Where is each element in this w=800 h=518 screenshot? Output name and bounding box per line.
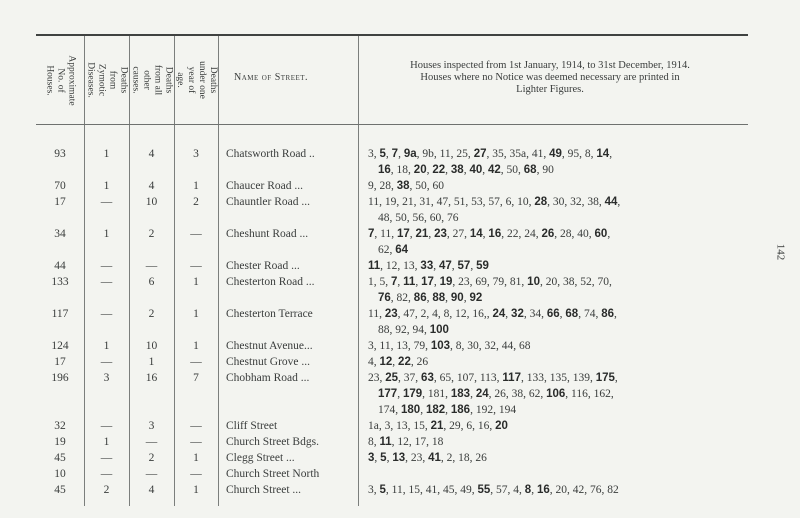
other-deaths: 1	[148, 356, 155, 368]
houses-inspected	[368, 450, 738, 466]
zymotic-deaths: 2	[103, 484, 110, 496]
other-deaths: 2	[148, 452, 155, 464]
houses-line: 3, 11, 13, 79, 103, 8, 30, 32, 44, 68	[368, 340, 531, 352]
houses-line: 9, 28, 38, 50, 60	[368, 180, 445, 192]
header-under-one: Deaths under one year of age.	[175, 61, 218, 99]
street-name: Chaucer Road ...	[226, 180, 303, 192]
other-deaths: 4	[148, 484, 155, 496]
infant-deaths: 1	[193, 484, 199, 496]
street-name: Chesterton Terrace	[226, 308, 313, 320]
houses-line: 3, 5, 11, 15, 41, 45, 49, 55, 57, 4, 8, 16, 20, 42, 76, 82	[368, 484, 619, 496]
houses-inspected	[368, 306, 738, 338]
zymotic-deaths: 3	[103, 372, 110, 384]
other-deaths: 10	[145, 340, 158, 352]
infant-deaths: —	[190, 356, 202, 368]
page-number: 142	[774, 243, 787, 261]
street-name: Church Street ...	[226, 484, 302, 496]
other-deaths: —	[145, 260, 158, 272]
header-houses-no: Approximate No. of Houses.	[44, 54, 77, 106]
other-deaths: 2	[148, 308, 155, 320]
houses-inspected	[368, 418, 738, 434]
houses-inspected	[368, 370, 738, 418]
infant-deaths: 1	[193, 180, 199, 192]
column-divider	[218, 36, 219, 506]
zymotic-deaths: 1	[103, 180, 110, 192]
houses-line: 88, 92, 94, 100	[378, 324, 449, 336]
zymotic-deaths: 1	[103, 148, 110, 160]
zymotic-deaths: —	[100, 260, 113, 272]
houses-count: 19	[54, 436, 66, 448]
header-houses-inspected: Houses inspected from 1st January, 1914, to 31st December, 1914. Houses where no Notice was deemed necessary are printed in Lighter Figures.	[410, 60, 690, 95]
street-name: Chobham Road ...	[226, 372, 310, 384]
houses-line: 174, 180, 182, 186, 192, 194	[378, 404, 517, 416]
houses-inspected	[368, 434, 738, 450]
zymotic-deaths: 1	[103, 228, 110, 240]
street-name: Chauntler Road ...	[226, 196, 310, 208]
header-other-causes: Deaths from all other causes.	[130, 64, 174, 96]
houses-line: 11, 23, 47, 2, 4, 8, 12, 16,, 24, 32, 34, 66, 68, 74, 86,	[368, 308, 617, 320]
houses-line: 7, 11, 17, 21, 23, 27, 14, 16, 22, 24, 26, 28, 40, 60,	[368, 228, 611, 240]
houses-inspected	[368, 338, 738, 354]
zymotic-deaths: —	[100, 420, 113, 432]
street-name: Cliff Street	[226, 420, 278, 432]
houses-count: 45	[54, 484, 66, 496]
other-deaths: —	[145, 468, 158, 480]
infant-deaths: —	[190, 468, 202, 480]
zymotic-deaths: —	[100, 276, 113, 288]
street-name: Chester Road ...	[226, 260, 300, 272]
infant-deaths: 1	[193, 452, 199, 464]
houses-line: 3, 5, 7, 9a, 9b, 11, 25, 27, 35, 35a, 41, 49, 95, 8, 14,	[368, 148, 613, 160]
houses-inspected	[368, 482, 738, 498]
houses-line: 62, 64	[378, 244, 409, 256]
houses-inspected	[368, 274, 738, 306]
houses-line: 3, 5, 13, 23, 41, 2, 18, 26	[368, 452, 487, 464]
houses-count: 17	[54, 196, 66, 208]
houses-inspected	[368, 194, 738, 226]
other-deaths: 6	[148, 276, 155, 288]
infant-deaths: —	[190, 436, 202, 448]
street-name: Chatsworth Road ..	[226, 148, 315, 160]
infant-deaths: 1	[193, 308, 199, 320]
other-deaths: 2	[148, 228, 155, 240]
zymotic-deaths: —	[100, 468, 113, 480]
houses-count: 93	[54, 148, 66, 160]
other-deaths: 3	[148, 420, 155, 432]
infant-deaths: 1	[193, 276, 199, 288]
houses-line: 76, 82, 86, 88, 90, 92	[378, 292, 483, 304]
houses-line: 11, 19, 21, 31, 47, 51, 53, 57, 6, 10, 28, 30, 32, 38, 44,	[368, 196, 621, 208]
houses-inspected	[368, 354, 738, 370]
houses-count: 124	[51, 340, 69, 352]
street-name: Chestnut Grove ...	[226, 356, 311, 368]
houses-count: 45	[54, 452, 66, 464]
column-divider	[358, 36, 359, 506]
houses-count: 133	[51, 276, 69, 288]
houses-line: 4, 12, 22, 26	[368, 356, 429, 368]
street-name: Church Street North	[226, 468, 320, 480]
header-divider	[36, 124, 748, 125]
other-deaths: 16	[145, 372, 158, 384]
other-deaths: 4	[148, 180, 155, 192]
zymotic-deaths: —	[100, 308, 113, 320]
houses-count: 196	[51, 372, 69, 384]
houses-count: 117	[51, 308, 69, 320]
infant-deaths: 2	[193, 196, 199, 208]
zymotic-deaths: —	[100, 452, 113, 464]
street-name: Cheshunt Road ...	[226, 228, 309, 240]
houses-count: 17	[54, 356, 66, 368]
houses-line: 1, 5, 7, 11, 17, 19, 23, 69, 79, 81, 10, 20, 38, 52, 70,	[368, 276, 612, 288]
houses-line: 177, 179, 181, 183, 24, 26, 38, 62, 106, 116, 162,	[378, 388, 614, 400]
other-deaths: 4	[148, 148, 155, 160]
deaths-table	[36, 34, 748, 506]
infant-deaths: 1	[193, 340, 199, 352]
houses-line: 16, 18, 20, 22, 38, 40, 42, 50, 68, 90	[378, 164, 554, 176]
header-street-name: Name of Street.	[233, 72, 309, 83]
street-name: Chestnut Avenue...	[226, 340, 313, 352]
zymotic-deaths: 1	[103, 340, 110, 352]
zymotic-deaths: —	[100, 356, 113, 368]
houses-line: 48, 50, 56, 60, 76	[378, 212, 459, 224]
houses-line: 8, 11, 12, 17, 18	[368, 436, 444, 448]
houses-line: 11, 12, 13, 33, 47, 57, 59	[368, 260, 489, 272]
street-name: Church Street Bdgs.	[226, 436, 319, 448]
houses-inspected	[368, 178, 738, 194]
houses-count: 32	[54, 420, 66, 432]
street-name: Chesterton Road ...	[226, 276, 315, 288]
infant-deaths: —	[190, 420, 202, 432]
houses-count: 10	[54, 468, 66, 480]
houses-count: 70	[54, 180, 66, 192]
zymotic-deaths: —	[100, 196, 113, 208]
houses-inspected	[368, 258, 738, 274]
street-name: Clegg Street ...	[226, 452, 295, 464]
infant-deaths: 3	[193, 148, 199, 160]
other-deaths: 10	[145, 196, 158, 208]
houses-line: 23, 25, 37, 63, 65, 107, 113, 117, 133, 135, 139, 175,	[368, 372, 618, 384]
other-deaths: —	[145, 436, 158, 448]
houses-inspected	[368, 146, 738, 178]
houses-count: 44	[54, 260, 66, 272]
infant-deaths: —	[190, 260, 202, 272]
houses-count: 34	[54, 228, 66, 240]
header-zymotic: Deaths from Zymotic Diseases.	[85, 62, 129, 98]
houses-line: 1a, 3, 13, 15, 21, 29, 6, 16, 20	[368, 420, 508, 432]
infant-deaths: —	[190, 228, 202, 240]
houses-inspected	[368, 226, 738, 258]
zymotic-deaths: 1	[103, 436, 110, 448]
infant-deaths: 7	[193, 372, 199, 384]
